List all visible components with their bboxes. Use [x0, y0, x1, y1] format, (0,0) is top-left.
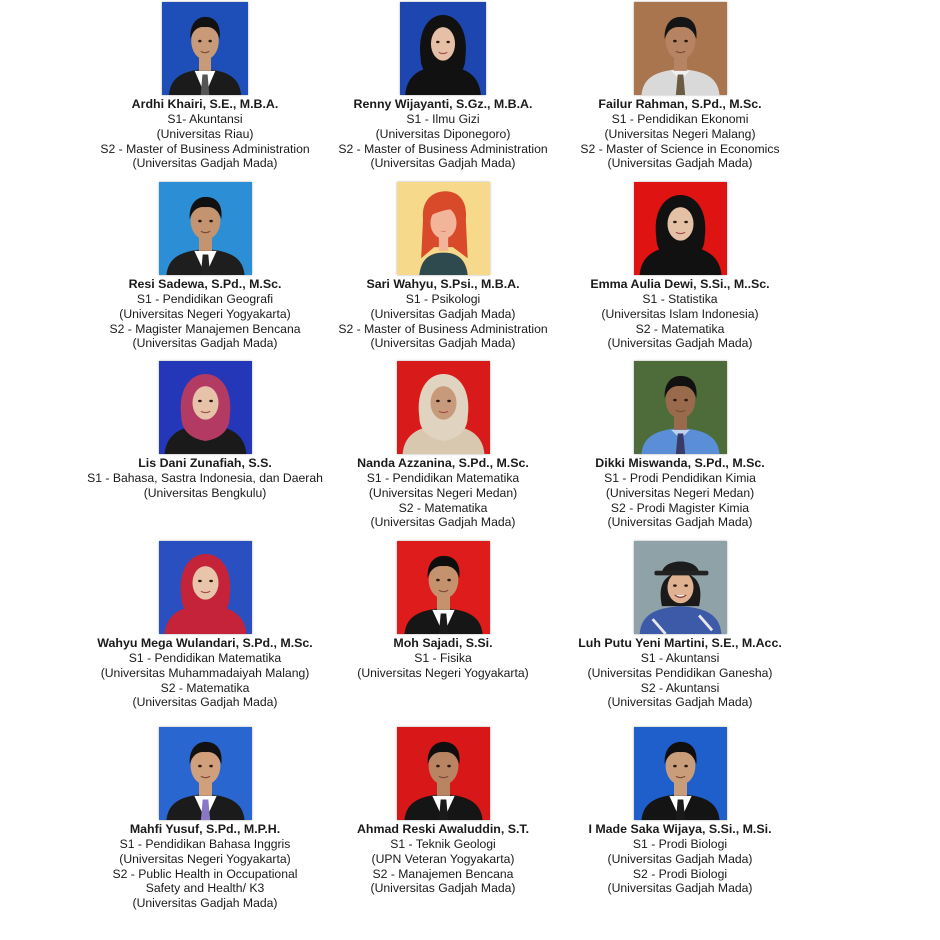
education-line: S2 - Matematika	[160, 680, 250, 695]
education-line: S2 - Public Health in Occupational	[112, 866, 298, 881]
education-line: (Universitas Negeri Yogyakarta)	[357, 665, 529, 680]
education-line: (Universitas Gadjah Mada)	[370, 306, 516, 321]
education-line: (Universitas Gadjah Mada)	[607, 881, 753, 896]
person-name: Moh Sajadi, S.Si.	[393, 636, 493, 650]
education-line: S2 - Master of Business Administration	[338, 321, 548, 336]
person-name: I Made Saka Wijaya, S.Si., M.Si.	[588, 822, 772, 836]
education-line: S1 - Statistika	[642, 292, 718, 306]
education-line: S1- Akuntansi	[167, 112, 243, 126]
person-name: Lis Dani Zunafiah, S.S.	[138, 456, 272, 470]
education-line: (Universitas Muhammadaiyah Malang)	[100, 665, 310, 680]
education-line: S2 - Matematika	[398, 500, 488, 515]
education-line: S2 - Matematika	[635, 321, 725, 336]
person-name: Sari Wahyu, S.Psi., M.B.A.	[366, 277, 520, 291]
education-line: S2 - Master of Business Administration	[100, 141, 310, 156]
profile-photo	[634, 541, 727, 634]
education-line: (Universitas Gadjah Mada)	[370, 156, 516, 171]
profile-photo	[634, 182, 727, 275]
profile-card	[530, 727, 830, 896]
education-line: S1 - Pendidikan Matematika	[366, 471, 520, 485]
education-line: S1 - Pendidikan Geografi	[136, 292, 274, 306]
education-line: S2 - Master of Business Administration	[338, 141, 548, 156]
education-line: S1 - Akuntansi	[640, 651, 720, 665]
education-line: (Universitas Gadjah Mada)	[132, 156, 278, 171]
profile-photo	[634, 727, 727, 820]
education-line: S2 - Magister Manajemen Bencana	[109, 321, 301, 336]
person-name: Wahyu Mega Wulandari, S.Pd., M.Sc.	[97, 636, 313, 650]
profile-photo	[400, 2, 486, 95]
education-line: S1 - Pendidikan Matematika	[128, 651, 282, 665]
profile-photo	[159, 541, 252, 634]
profile-card	[530, 182, 830, 351]
profile-card	[530, 361, 830, 530]
education-line: S2 - Master of Science in Economics	[580, 141, 780, 156]
education-line: (Universitas Negeri Yogyakarta)	[119, 851, 291, 866]
profile-photo	[159, 182, 252, 275]
profile-photo	[159, 361, 252, 454]
person-name: Ahmad Reski Awaluddin, S.T.	[356, 822, 530, 836]
education-line: S2 - Prodi Biologi	[632, 866, 728, 881]
education-line: (Universitas Gadjah Mada)	[370, 515, 516, 530]
education-line: (Universitas Pendidikan Ganesha)	[587, 665, 773, 680]
education-line: (UPN Veteran Yogyakarta)	[371, 851, 515, 866]
profile-card	[530, 2, 830, 171]
education-line: S1 - Pendidikan Ekonomi	[611, 112, 749, 126]
education-line: (Universitas Diponegoro)	[375, 126, 511, 141]
profile-photo	[397, 182, 490, 275]
education-line: (Universitas Gadjah Mada)	[132, 336, 278, 351]
education-line: (Universitas Negeri Medan)	[368, 485, 518, 500]
education-line: S2 - Manajemen Bencana	[372, 866, 514, 881]
education-line: (Universitas Gadjah Mada)	[132, 896, 278, 911]
person-name: Mahfi Yusuf, S.Pd., M.P.H.	[129, 822, 281, 836]
education-line: (Universitas Gadjah Mada)	[607, 851, 753, 866]
profile-photo	[397, 361, 490, 454]
education-line: S1 - Prodi Biologi	[632, 837, 728, 851]
education-line: S1 - Psikologi	[405, 292, 481, 306]
education-line: (Universitas Riau)	[156, 126, 254, 141]
profile-photo	[634, 361, 727, 454]
person-name: Failur Rahman, S.Pd., M.Sc.	[598, 97, 762, 111]
education-line: S1 - Ilmu Gizi	[406, 112, 480, 126]
profile-photo	[159, 727, 252, 820]
education-line: (Universitas Gadjah Mada)	[607, 515, 753, 530]
person-name: Dikki Miswanda, S.Pd., M.Sc.	[595, 456, 765, 470]
education-line: (Universitas Gadjah Mada)	[607, 695, 753, 710]
education-line: (Universitas Negeri Yogyakarta)	[119, 306, 291, 321]
education-line: S1 - Fisika	[414, 651, 472, 665]
education-line: (Universitas Gadjah Mada)	[370, 881, 516, 896]
education-line: (Universitas Gadjah Mada)	[370, 336, 516, 351]
person-name: Renny Wijayanti, S.Gz., M.B.A.	[353, 97, 533, 111]
education-line: (Universitas Negeri Malang)	[604, 126, 756, 141]
profile-photo	[162, 2, 248, 95]
profile-photo	[397, 541, 490, 634]
person-name: Resi Sadewa, S.Pd., M.Sc.	[128, 277, 282, 291]
person-name: Luh Putu Yeni Martini, S.E., M.Acc.	[578, 636, 782, 650]
education-line: S2 - Prodi Magister Kimia	[610, 500, 750, 515]
education-line: (Universitas Gadjah Mada)	[132, 695, 278, 710]
profile-card	[530, 541, 830, 710]
education-line: (Universitas Gadjah Mada)	[607, 156, 753, 171]
education-line: (Universitas Gadjah Mada)	[607, 336, 753, 351]
education-line: S2 - Akuntansi	[640, 680, 720, 695]
profile-photo	[634, 2, 727, 95]
education-line: (Universitas Bengkulu)	[143, 485, 267, 500]
person-name: Emma Aulia Dewi, S.Si., M..Sc.	[590, 277, 770, 291]
education-line: Safety and Health/ K3	[145, 881, 265, 896]
education-line: (Universitas Negeri Medan)	[605, 485, 755, 500]
profile-photo	[397, 727, 490, 820]
education-line: S1 - Teknik Geologi	[390, 837, 496, 851]
education-line: S1 - Pendidikan Bahasa Inggris	[119, 837, 291, 851]
education-line: S1 - Prodi Pendidikan Kimia	[604, 471, 756, 485]
education-line: (Universitas Islam Indonesia)	[601, 306, 759, 321]
person-name: Ardhi Khairi, S.E., M.B.A.	[131, 97, 279, 111]
person-name: Nanda Azzanina, S.Pd., M.Sc.	[357, 456, 529, 470]
education-line: S1 - Bahasa, Sastra Indonesia, dan Daerah	[87, 471, 323, 485]
